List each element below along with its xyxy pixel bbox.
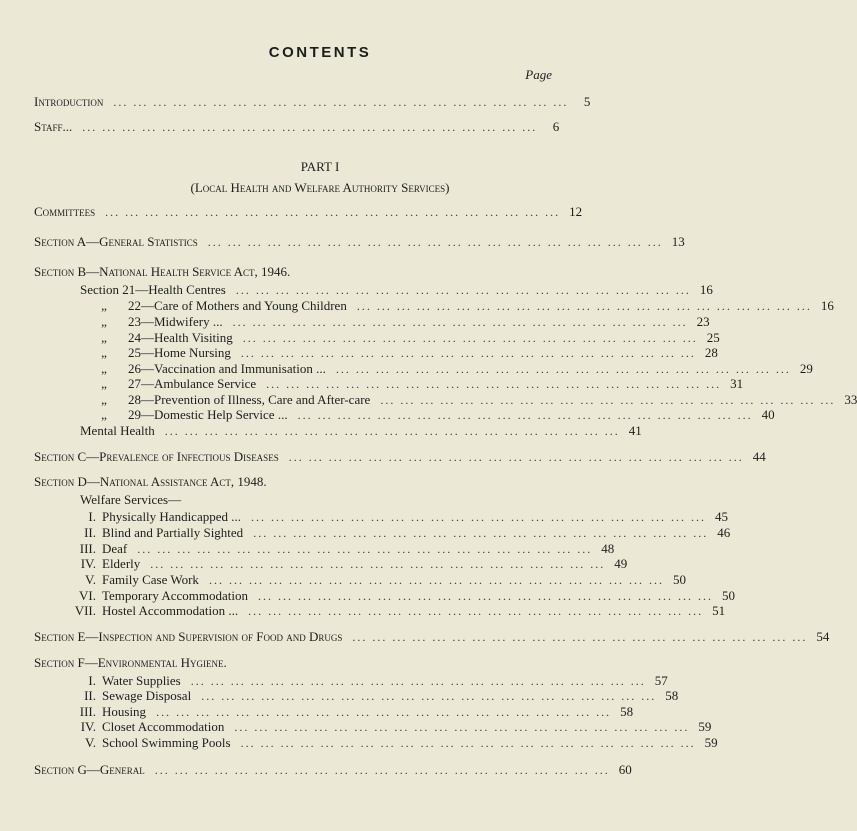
leader-dots: ... ... ... ... ... ... ... ... ... ... ... ... ... ... ... ... ... ... ... ... ... ... ... <box>240 736 696 750</box>
toc-page-number: 6 <box>552 119 560 134</box>
leader-dots: ... ... ... ... ... ... ... ... ... ... ... ... ... ... ... ... ... ... ... ... ... ... ... <box>335 362 791 376</box>
toc-page-number: 25 <box>706 330 720 345</box>
toc-entry-label: Family Case Work <box>102 572 199 587</box>
toc-entry-section-e[interactable] <box>34 629 830 645</box>
toc-entry-d-5[interactable] <box>34 572 686 588</box>
leader-dots: ... ... ... ... ... ... ... ... ... ... ... ... ... ... ... ... ... ... ... ... ... ... ... <box>208 573 664 587</box>
toc-entry-b-4[interactable] <box>34 330 720 346</box>
toc-entry-numeral: V. <box>85 735 96 750</box>
leader-dots: ... ... ... ... ... ... ... ... ... ... ... ... ... ... ... ... ... ... ... ... ... ... ... <box>242 331 698 345</box>
toc-entry-d-4[interactable] <box>34 556 628 572</box>
leader-dots: ... ... ... ... ... ... ... ... ... ... ... ... ... ... ... ... ... ... ... ... ... ... ... <box>258 589 714 603</box>
toc-entry-numeral: II. <box>84 688 96 703</box>
toc-entry-numeral: II. <box>84 525 96 540</box>
toc-page-number: 45 <box>715 509 728 524</box>
toc-entry-b-1[interactable] <box>34 282 713 298</box>
toc-entry-prefix: „ <box>101 376 107 391</box>
toc-entry-label: 22—Care of Mothers and Young Children <box>128 298 347 313</box>
leader-dots: ... ... ... ... ... ... ... ... ... ... ... ... ... ... ... ... ... ... ... ... ... ... ... <box>356 299 812 313</box>
toc-entry-f-5[interactable] <box>34 735 718 751</box>
leader-dots: ... ... ... ... ... ... ... ... ... ... ... ... ... ... ... ... ... ... ... ... ... ... ... <box>201 689 657 703</box>
toc-entry-numeral: III. <box>79 704 96 719</box>
toc-entry-prefix: „ <box>101 392 107 407</box>
leader-dots: ... ... ... ... ... ... ... ... ... ... ... ... ... ... ... ... ... ... ... ... ... ... ... <box>248 604 704 618</box>
toc-entry-numeral: IV. <box>80 719 96 734</box>
toc-page-number: 16 <box>820 298 834 313</box>
leader-dots: ... ... ... ... ... ... ... ... ... ... ... ... ... ... ... ... ... ... ... ... ... ... ... <box>235 283 691 297</box>
leader-dots: ... ... ... ... ... ... ... ... ... ... ... ... ... ... ... ... ... ... ... ... ... ... ... <box>297 408 753 422</box>
toc-page-number: 12 <box>569 204 583 219</box>
toc-entry-section-g[interactable] <box>34 762 632 778</box>
toc-page-number: 31 <box>730 376 744 391</box>
toc-page-number: 33 <box>844 392 857 407</box>
toc-page-number: 60 <box>618 762 632 777</box>
toc-page-number: 40 <box>761 407 775 422</box>
leader-dots: ... ... ... ... ... ... ... ... ... ... ... ... ... ... ... ... ... ... ... ... ... ... ... <box>232 315 688 329</box>
leader-dots: ... ... ... ... ... ... ... ... ... ... ... ... ... ... ... ... ... ... ... ... ... ... ... <box>253 526 709 540</box>
toc-page-number: 57 <box>654 673 668 688</box>
toc-entry-label: 21—Health Centres <box>122 282 226 297</box>
toc-entry-label: 26—Vaccination and Immunisation ... <box>128 361 326 376</box>
leader-dots: ... ... ... ... ... ... ... ... ... ... ... ... ... ... ... ... ... ... ... ... ... ... ... <box>137 542 593 556</box>
page-column-label: Page <box>525 67 552 82</box>
leader-dots: ... ... ... ... ... ... ... ... ... ... ... ... ... ... ... ... ... ... ... ... ... ... ... <box>105 205 561 219</box>
toc-entry-b-6[interactable] <box>34 361 813 377</box>
toc-entry-label: 29—Domestic Help Service ... <box>128 407 288 422</box>
toc-page-number: 5 <box>583 94 591 109</box>
toc-entry-f-3[interactable] <box>34 704 634 720</box>
part-subtitle: (Local Health and Welfare Authority Services) <box>190 180 450 195</box>
toc-entry-label: Hostel Accommodation ... <box>102 603 239 618</box>
toc-page-number: 59 <box>704 735 718 750</box>
toc-page-number: 48 <box>601 541 615 556</box>
toc-entry-section-a[interactable] <box>34 234 685 250</box>
leader-dots: ... ... ... ... ... ... ... ... ... ... ... ... ... ... ... ... ... ... ... ... ... ... ... <box>207 235 663 249</box>
toc-entry-numeral: VII. <box>74 603 96 618</box>
toc-page-number: 50 <box>722 588 736 603</box>
toc-page-number: 23 <box>696 314 710 329</box>
toc-entry-prefix: „ <box>101 407 107 422</box>
toc-entry-f-4[interactable] <box>34 719 712 735</box>
toc-entry-label: Section C—Prevalence of Infectious Diseases <box>34 449 279 464</box>
toc-entry-d-6[interactable] <box>34 588 736 604</box>
toc-page-number: 50 <box>672 572 686 587</box>
page-title: CONTENTS <box>268 44 372 61</box>
toc-entry-label: 27—Ambulance Service <box>128 376 257 391</box>
leader-dots: ... ... ... ... ... ... ... ... ... ... ... ... ... ... ... ... ... ... ... ... ... ... ... <box>234 720 690 734</box>
toc-entry-d-7[interactable] <box>34 603 726 619</box>
toc-entry-prefix: „ <box>101 298 107 313</box>
toc-entry-label: Mental Health <box>80 423 155 438</box>
toc-entry-prefix: „ <box>101 361 107 376</box>
leader-dots: ... ... ... ... ... ... ... ... ... ... ... ... ... ... ... ... ... ... ... ... ... ... ... <box>190 674 646 688</box>
toc-entry-d-1[interactable] <box>34 509 728 525</box>
toc-entry-prefix: „ <box>101 314 107 329</box>
toc-page-number: 16 <box>699 282 713 297</box>
toc-page-number: 51 <box>712 603 726 618</box>
toc-entry-label: Deaf <box>102 541 128 556</box>
leader-dots: ... ... ... ... ... ... ... ... ... ... ... ... ... ... ... ... ... ... ... ... ... ... ... <box>156 705 612 719</box>
toc-entry-label: Staff... <box>34 119 73 134</box>
toc-entry-numeral: III. <box>79 541 96 556</box>
toc-entry-committees[interactable] <box>34 204 583 220</box>
leader-dots: ... ... ... ... ... ... ... ... ... ... ... ... ... ... ... ... ... ... ... ... ... ... ... <box>113 95 569 109</box>
toc-entry-numeral: I. <box>88 673 96 688</box>
toc-entry-label: Closet Accommodation <box>102 719 225 734</box>
toc-entry-d-3[interactable] <box>34 541 615 557</box>
toc-entry-b-9[interactable] <box>34 407 775 423</box>
toc-entry-b-7[interactable] <box>34 376 744 392</box>
toc-page-number: 59 <box>698 719 712 734</box>
toc-entry-label: Introduction <box>34 94 104 109</box>
toc-page-number: 13 <box>671 234 685 249</box>
toc-entry-label: Section E—Inspection and Supervision of Food and Drugs <box>34 629 343 644</box>
toc-page-number: 58 <box>620 704 634 719</box>
toc-page-number: 54 <box>816 629 830 644</box>
toc-entry-f-1[interactable] <box>34 673 668 689</box>
toc-entry-staff[interactable] <box>34 119 560 135</box>
toc-entry-numeral: I. <box>88 509 96 524</box>
leader-dots: ... ... ... ... ... ... ... ... ... ... ... ... ... ... ... ... ... ... ... ... ... ... ... <box>82 120 538 134</box>
section-d-subheading: Welfare Services— <box>80 492 182 507</box>
toc-entry-label: School Swimming Pools <box>102 735 231 750</box>
toc-entry-label: Elderly <box>102 556 141 571</box>
toc-entry-prefix: „ <box>101 345 107 360</box>
toc-entry-label: Section A—General Statistics <box>34 234 198 249</box>
toc-entry-label: 23—Midwifery ... <box>128 314 223 329</box>
toc-entry-f-2[interactable] <box>34 688 679 704</box>
toc-page-number: 29 <box>799 361 813 376</box>
toc-entry-label: 24—Health Visiting <box>128 330 233 345</box>
toc-entry-b-3[interactable] <box>34 314 710 330</box>
toc-entry-b-8[interactable] <box>34 392 857 408</box>
toc-entry-label: Committees <box>34 204 96 219</box>
toc-page-number: 41 <box>628 423 642 438</box>
toc-entry-label: 28—Prevention of Illness, Care and After-care <box>128 392 371 407</box>
toc-page-number: 46 <box>717 525 731 540</box>
toc-entry-prefix: Section <box>80 282 119 297</box>
toc-entry-label: Blind and Partially Sighted <box>102 525 244 540</box>
toc-entry-label: Section G—General <box>34 762 145 777</box>
toc-page-number: 49 <box>614 556 628 571</box>
leader-dots: ... ... ... ... ... ... ... ... ... ... ... ... ... ... ... ... ... ... ... ... ... ... ... <box>164 424 620 438</box>
toc-entry-d-2[interactable] <box>34 525 731 541</box>
toc-entry-numeral: VI. <box>79 588 96 603</box>
toc-entry-label: Temporary Accommodation <box>102 588 249 603</box>
toc-entry-introduction[interactable] <box>34 94 591 110</box>
toc-page-number: 58 <box>665 688 679 703</box>
leader-dots: ... ... ... ... ... ... ... ... ... ... ... ... ... ... ... ... ... ... ... ... ... ... ... <box>266 377 722 391</box>
leader-dots: ... ... ... ... ... ... ... ... ... ... ... ... ... ... ... ... ... ... ... ... ... ... ... <box>154 763 610 777</box>
leader-dots: ... ... ... ... ... ... ... ... ... ... ... ... ... ... ... ... ... ... ... ... ... ... ... <box>352 630 808 644</box>
section-d-heading: Section D—National Assistance Act, 1948. <box>34 474 267 489</box>
leader-dots: ... ... ... ... ... ... ... ... ... ... ... ... ... ... ... ... ... ... ... ... ... ... ... <box>240 346 696 360</box>
toc-entry-numeral: V. <box>85 572 96 587</box>
toc-entry-label: Housing <box>102 704 147 719</box>
leader-dots: ... ... ... ... ... ... ... ... ... ... ... ... ... ... ... ... ... ... ... ... ... ... ... <box>288 450 744 464</box>
toc-entry-label: Physically Handicapped ... <box>102 509 241 524</box>
toc-entry-numeral: IV. <box>80 556 96 571</box>
leader-dots: ... ... ... ... ... ... ... ... ... ... ... ... ... ... ... ... ... ... ... ... ... ... ... <box>150 557 606 571</box>
toc-entry-b-5[interactable] <box>34 345 718 361</box>
leader-dots: ... ... ... ... ... ... ... ... ... ... ... ... ... ... ... ... ... ... ... ... ... ... ... <box>380 393 836 407</box>
toc-entry-section-c[interactable] <box>34 449 766 465</box>
toc-entry-label: Sewage Disposal <box>102 688 192 703</box>
leader-dots: ... ... ... ... ... ... ... ... ... ... ... ... ... ... ... ... ... ... ... ... ... ... ... <box>251 510 706 524</box>
toc-entry-b-10[interactable] <box>34 423 642 439</box>
toc-page-number: 44 <box>752 449 766 464</box>
section-f-heading: Section F—Environmental Hygiene. <box>34 655 227 670</box>
toc-page-number: 28 <box>704 345 718 360</box>
toc-entry-b-2[interactable] <box>34 298 834 314</box>
toc-entry-label: 25—Home Nursing <box>128 345 231 360</box>
toc-entry-prefix: „ <box>101 330 107 345</box>
part-title: PART I <box>300 159 340 174</box>
section-b-heading: Section B—National Health Service Act, 1946. <box>34 264 291 279</box>
toc-entry-label: Water Supplies <box>102 673 181 688</box>
